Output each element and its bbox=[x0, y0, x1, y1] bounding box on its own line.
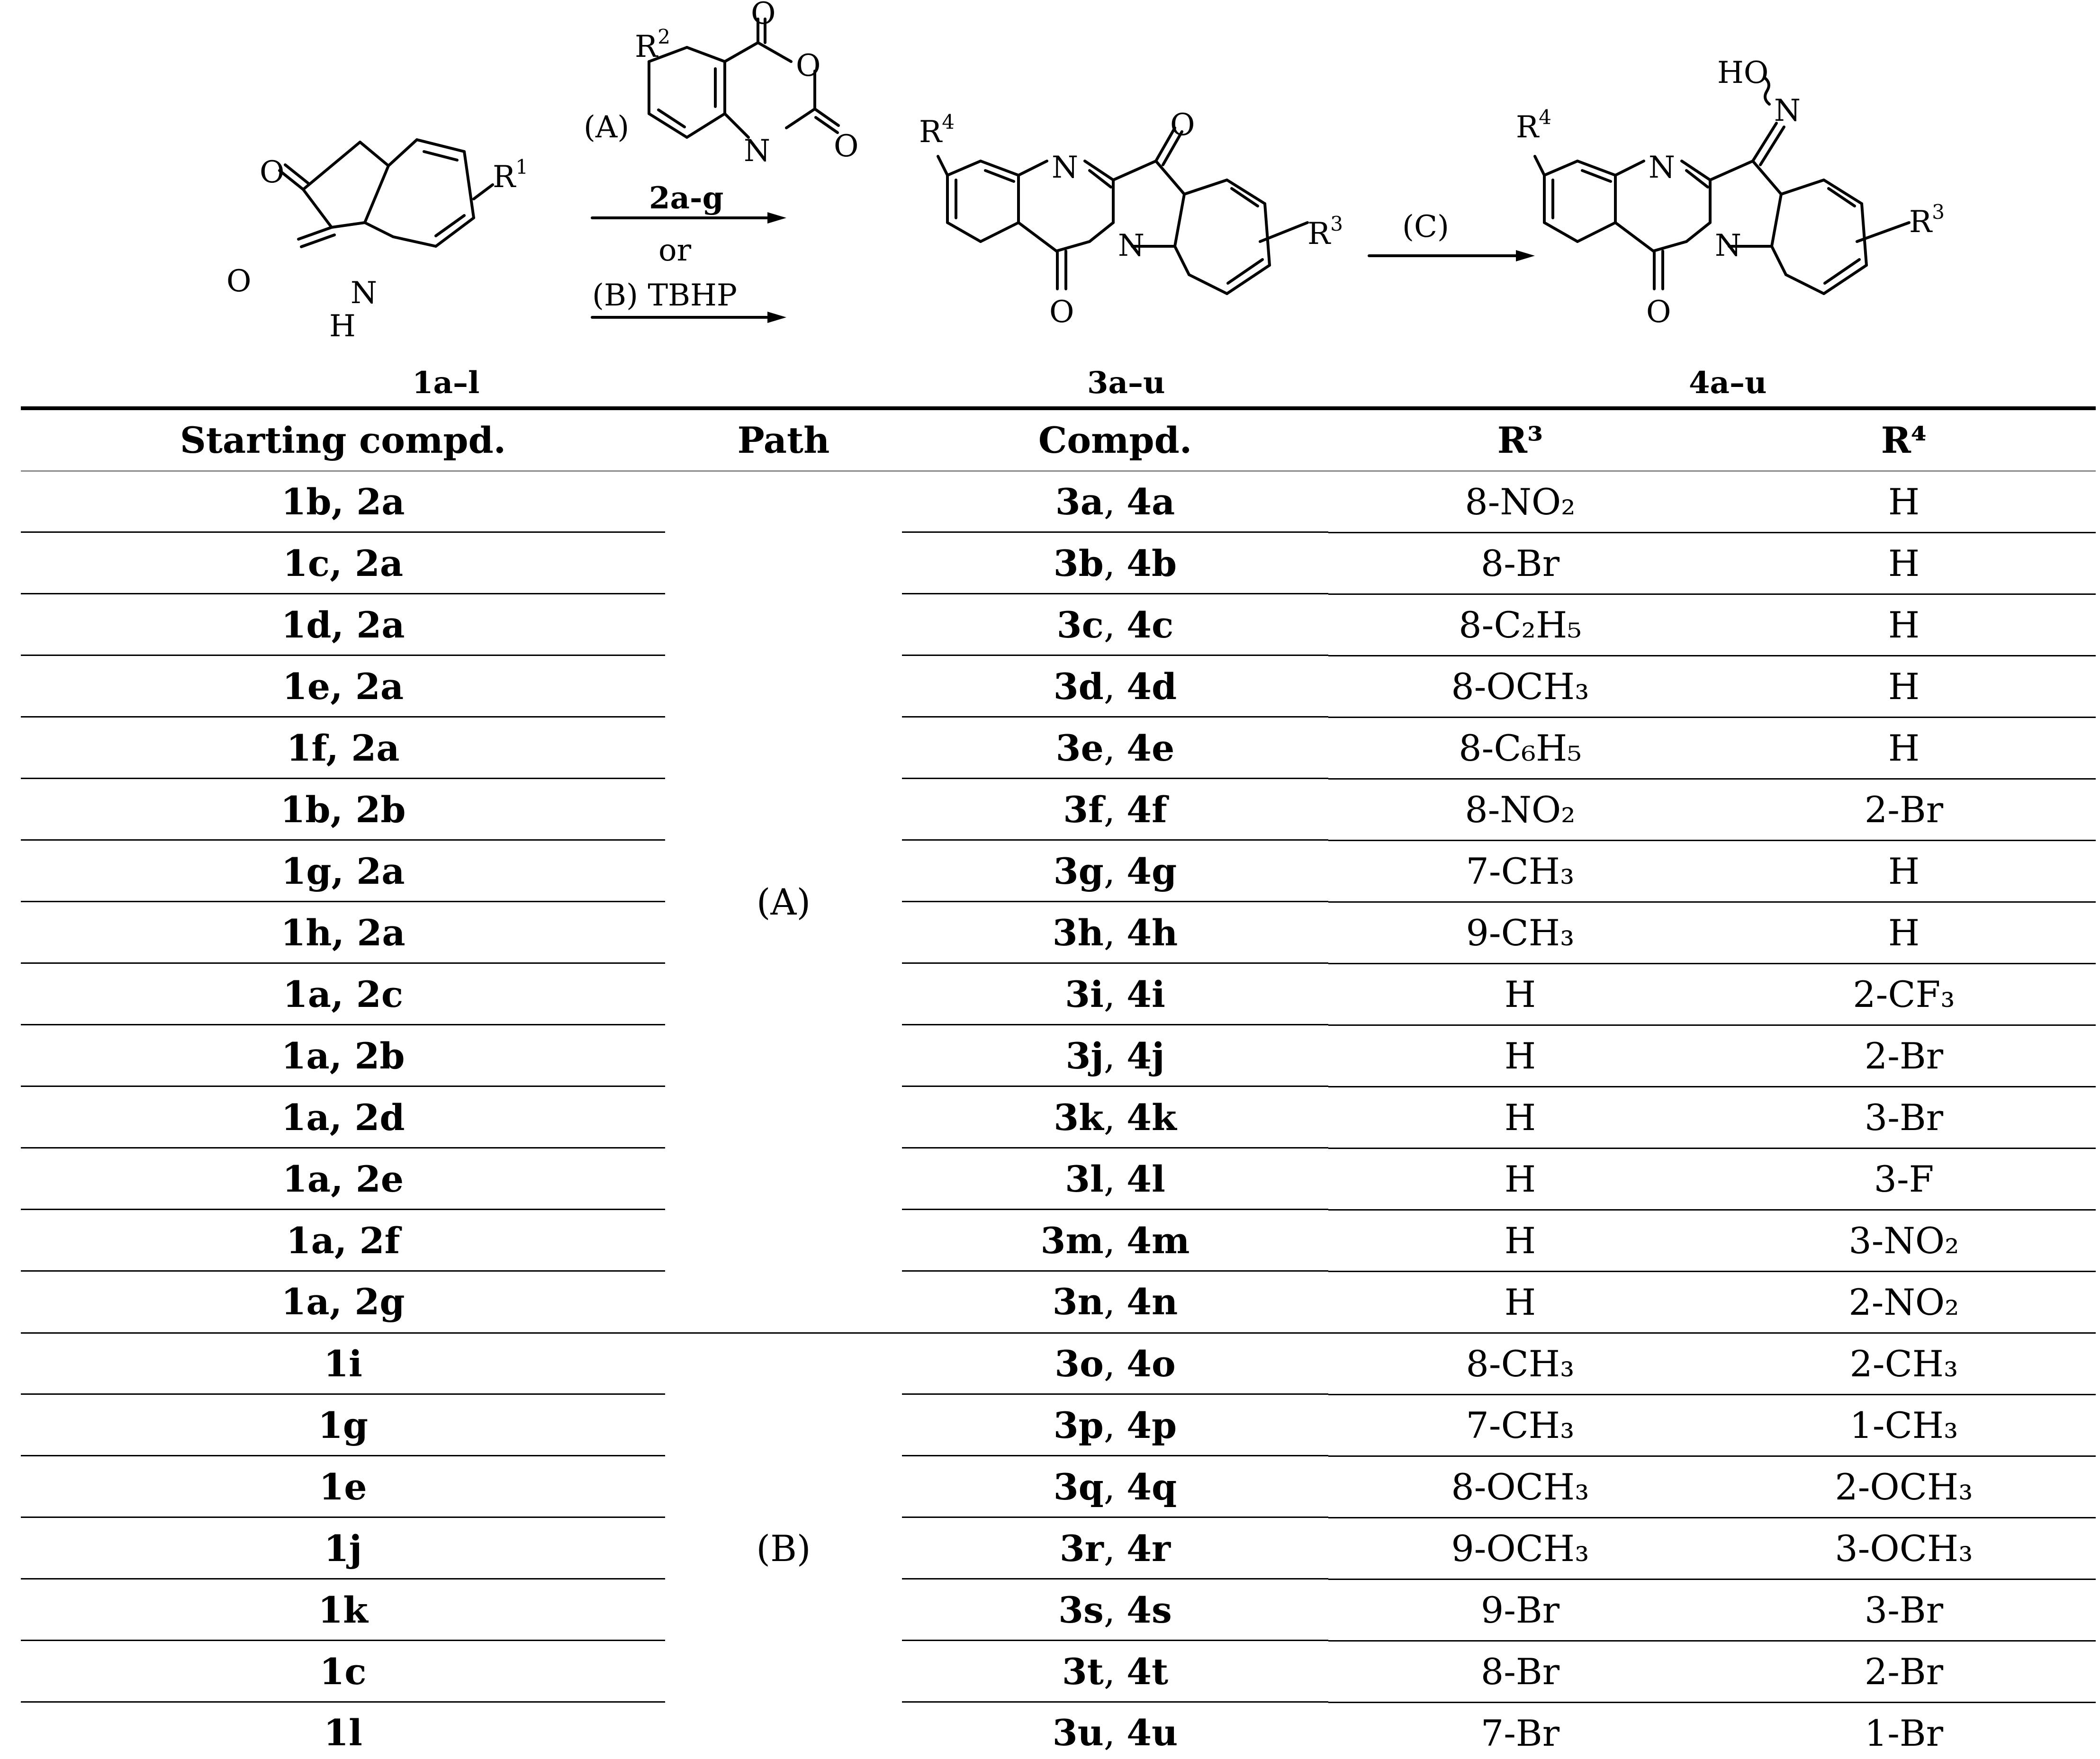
cell-compd bbox=[902, 656, 1328, 718]
compd-separator: , bbox=[1103, 1527, 1127, 1570]
cell-r3: 8-CH₃ bbox=[1328, 1333, 1712, 1395]
compd-3: 3f bbox=[1063, 788, 1104, 831]
compd-3: 3k bbox=[1054, 1096, 1104, 1139]
compd-separator: , bbox=[1103, 1034, 1127, 1077]
table-row bbox=[21, 779, 2096, 841]
oxime-oxygen: O bbox=[1646, 295, 1671, 330]
cell-compd bbox=[902, 1087, 1328, 1149]
cell-r3: 8-NO₂ bbox=[1328, 471, 1712, 533]
cell-r3: 8-C₆H₅ bbox=[1328, 718, 1712, 779]
cell-starting-compd: 1e bbox=[21, 1456, 665, 1518]
isatin-hydrogen: H bbox=[329, 309, 356, 344]
reaction-scheme bbox=[0, 0, 2100, 407]
compd-separator: , bbox=[1103, 1650, 1127, 1693]
cell-path: (B) bbox=[665, 1333, 902, 1759]
cell-compd bbox=[902, 1703, 1328, 1759]
cell-starting-compd: 1g bbox=[21, 1395, 665, 1456]
cell-r3: 9-CH₃ bbox=[1328, 902, 1712, 964]
table-row bbox=[21, 1518, 2096, 1580]
product-label: 4a–u bbox=[1689, 365, 1767, 401]
header-starting-compd: Starting compd. bbox=[21, 408, 665, 471]
table-row bbox=[21, 656, 2096, 718]
cell-starting-compd: 1a, 2b bbox=[21, 1025, 665, 1087]
compd-4: 4g bbox=[1127, 850, 1177, 892]
table-row bbox=[21, 1395, 2096, 1456]
cell-r4: 2-Br bbox=[1712, 1025, 2096, 1087]
cell-starting-compd: 1c bbox=[21, 1641, 665, 1703]
cell-starting-compd: 1f, 2a bbox=[21, 718, 665, 779]
cell-r4: 2-Br bbox=[1712, 1641, 2096, 1703]
tryptanthrin-oxygen-1: O bbox=[1170, 108, 1195, 143]
anhydride-nitrogen: N bbox=[744, 134, 770, 169]
compd-3: 3i bbox=[1065, 973, 1104, 1015]
oxime-nitrogen: N bbox=[1774, 93, 1801, 128]
oxime-r4: $R^4$ bbox=[1516, 106, 1551, 145]
tryptanthrin-structure bbox=[919, 108, 1343, 401]
compd-separator: , bbox=[1103, 788, 1127, 831]
compd-4: 4o bbox=[1127, 1343, 1176, 1385]
compd-3: 3e bbox=[1055, 727, 1104, 769]
cell-r3: H bbox=[1328, 1149, 1712, 1210]
anhydride-oxygen-top: O bbox=[751, 0, 776, 31]
table-row bbox=[21, 1149, 2096, 1210]
compd-3: 3p bbox=[1053, 1404, 1104, 1446]
cell-r4: 1-CH₃ bbox=[1712, 1395, 2096, 1456]
cell-compd bbox=[902, 1641, 1328, 1703]
compd-4: 4j bbox=[1127, 1034, 1165, 1077]
compd-4: 4a bbox=[1127, 481, 1175, 523]
compd-3: 3s bbox=[1058, 1588, 1104, 1631]
compd-3: 3q bbox=[1053, 1465, 1104, 1508]
cell-starting-compd: 1a, 2g bbox=[21, 1272, 665, 1333]
tryptanthrin-r3: $R^3$ bbox=[1307, 212, 1343, 251]
isatin-nitrogen: N bbox=[351, 276, 377, 311]
cell-compd bbox=[902, 902, 1328, 964]
anhydride-structure bbox=[635, 0, 858, 169]
header-compd: Compd. bbox=[902, 408, 1328, 471]
compd-4: 4e bbox=[1127, 727, 1175, 769]
compd-4: 4i bbox=[1127, 973, 1165, 1015]
cell-starting-compd: 1k bbox=[21, 1580, 665, 1641]
cell-compd bbox=[902, 471, 1328, 533]
cell-r3: 8-OCH₃ bbox=[1328, 656, 1712, 718]
intermediate-label: 3a–u bbox=[1087, 365, 1165, 401]
compd-4: 4h bbox=[1127, 911, 1178, 954]
compd-4: 4m bbox=[1127, 1219, 1190, 1262]
cell-r3: H bbox=[1328, 1025, 1712, 1087]
cell-starting-compd: 1d, 2a bbox=[21, 594, 665, 656]
path-a-label: (A) bbox=[584, 110, 630, 145]
compd-3: 3j bbox=[1065, 1034, 1104, 1077]
compd-4: 4c bbox=[1127, 603, 1174, 646]
cell-r4: H bbox=[1712, 594, 2096, 656]
compd-separator: , bbox=[1103, 850, 1127, 892]
tryptanthrin-nitrogen-2: N bbox=[1118, 228, 1145, 263]
cell-compd bbox=[902, 1149, 1328, 1210]
compd-separator: , bbox=[1103, 1711, 1127, 1754]
isatin-structure bbox=[226, 140, 528, 401]
compd-3: 3b bbox=[1053, 542, 1104, 584]
oxime-r3: $R^3$ bbox=[1909, 200, 1945, 240]
cell-r3: 8-NO₂ bbox=[1328, 779, 1712, 841]
table-row bbox=[21, 1025, 2096, 1087]
compd-separator: , bbox=[1103, 1343, 1127, 1385]
cell-r4: 3-OCH₃ bbox=[1712, 1518, 2096, 1580]
arrow-1-or: or bbox=[658, 233, 692, 268]
cell-r4: 2-CH₃ bbox=[1712, 1333, 2096, 1395]
compd-3: 3m bbox=[1040, 1219, 1104, 1262]
isatin-oxygen-1: O bbox=[260, 155, 285, 190]
cell-starting-compd: 1a, 2e bbox=[21, 1149, 665, 1210]
table-row bbox=[21, 533, 2096, 594]
cell-compd bbox=[902, 594, 1328, 656]
anhydride-oxygen-right: O bbox=[834, 129, 859, 164]
cell-compd bbox=[902, 1456, 1328, 1518]
cell-compd bbox=[902, 1272, 1328, 1333]
cell-compd bbox=[902, 779, 1328, 841]
cell-r4: 3-NO₂ bbox=[1712, 1210, 2096, 1272]
cell-starting-compd: 1b, 2a bbox=[21, 471, 665, 533]
cell-path: (A) bbox=[665, 471, 902, 1333]
compd-4: 4n bbox=[1127, 1280, 1178, 1323]
cell-starting-compd: 1a, 2c bbox=[21, 964, 665, 1025]
compd-4: 4b bbox=[1127, 542, 1177, 584]
reactant-label: 1a–l bbox=[412, 365, 480, 401]
compd-separator: , bbox=[1103, 1280, 1127, 1323]
cell-r4: 3-Br bbox=[1712, 1580, 2096, 1641]
compd-3: 3o bbox=[1055, 1343, 1104, 1385]
cell-r3: 7-CH₃ bbox=[1328, 1395, 1712, 1456]
cell-r3: H bbox=[1328, 1087, 1712, 1149]
isatin-oxygen-2: O bbox=[226, 264, 252, 299]
compd-4: 4d bbox=[1127, 665, 1177, 708]
compd-3: 3u bbox=[1052, 1711, 1104, 1754]
cell-r3: 8-C₂H₅ bbox=[1328, 594, 1712, 656]
anhydride-r2: $R^2$ bbox=[635, 25, 670, 64]
tryptanthrin-nitrogen-1: N bbox=[1052, 150, 1078, 185]
table-row bbox=[21, 718, 2096, 779]
header-r3: R³ bbox=[1328, 408, 1712, 471]
compd-separator: , bbox=[1103, 665, 1127, 708]
isatin-r1: $R^1$ bbox=[493, 155, 528, 195]
compd-separator: , bbox=[1103, 481, 1127, 523]
cell-starting-compd: 1e, 2a bbox=[21, 656, 665, 718]
oxime-ring-nitrogen-1: N bbox=[1649, 150, 1675, 185]
compd-3: 3a bbox=[1055, 481, 1104, 523]
table-row bbox=[21, 1210, 2096, 1272]
arrow-1-reagent: 2a-g bbox=[649, 180, 724, 216]
substituent-table bbox=[21, 406, 2096, 1759]
cell-compd bbox=[902, 1580, 1328, 1641]
compd-separator: , bbox=[1103, 1219, 1127, 1262]
compd-separator: , bbox=[1103, 542, 1127, 584]
cell-r4: H bbox=[1712, 718, 2096, 779]
compd-4: 4l bbox=[1127, 1158, 1165, 1200]
compd-4: 4k bbox=[1127, 1096, 1177, 1139]
cell-r3: 9-OCH₃ bbox=[1328, 1518, 1712, 1580]
table-row bbox=[21, 471, 2096, 533]
arrow-2 bbox=[1369, 209, 1535, 261]
cell-compd bbox=[902, 1025, 1328, 1087]
compd-3: 3d bbox=[1053, 665, 1104, 708]
compd-4: 4u bbox=[1127, 1711, 1178, 1754]
table-row bbox=[21, 594, 2096, 656]
cell-starting-compd: 1c, 2a bbox=[21, 533, 665, 594]
compd-separator: , bbox=[1103, 911, 1127, 954]
table-row bbox=[21, 841, 2096, 902]
path-c-label: (C) bbox=[1402, 209, 1449, 244]
cell-starting-compd: 1i bbox=[21, 1333, 665, 1395]
compd-3: 3l bbox=[1065, 1158, 1104, 1200]
table-header-row bbox=[21, 408, 2096, 471]
cell-r4: 1-Br bbox=[1712, 1703, 2096, 1759]
table-row bbox=[21, 1641, 2096, 1703]
compd-separator: , bbox=[1103, 727, 1127, 769]
compd-3: 3r bbox=[1059, 1527, 1104, 1570]
cell-r3: 8-OCH₃ bbox=[1328, 1456, 1712, 1518]
compd-separator: , bbox=[1103, 1588, 1127, 1631]
compd-3: 3t bbox=[1062, 1650, 1104, 1693]
compd-3: 3c bbox=[1056, 603, 1104, 646]
oxime-hydroxyl: HO bbox=[1717, 55, 1769, 90]
tryptanthrin-r4: $R^4$ bbox=[919, 110, 955, 150]
compd-3: 3g bbox=[1053, 850, 1104, 892]
compd-4: 4r bbox=[1127, 1527, 1171, 1570]
compd-separator: , bbox=[1103, 973, 1127, 1015]
cell-r3: 7-Br bbox=[1328, 1703, 1712, 1759]
cell-compd bbox=[902, 533, 1328, 594]
cell-r4: 3-Br bbox=[1712, 1087, 2096, 1149]
cell-r4: 3-F bbox=[1712, 1149, 2096, 1210]
cell-r4: H bbox=[1712, 656, 2096, 718]
cell-starting-compd: 1j bbox=[21, 1518, 665, 1580]
tryptanthrin-oxygen-2: O bbox=[1049, 295, 1074, 330]
cell-r4: H bbox=[1712, 902, 2096, 964]
cell-r4: 2-NO₂ bbox=[1712, 1272, 2096, 1333]
cell-compd bbox=[902, 964, 1328, 1025]
cell-r4: 2-Br bbox=[1712, 779, 2096, 841]
cell-r3: 8-Br bbox=[1328, 1641, 1712, 1703]
compd-separator: , bbox=[1103, 1465, 1127, 1508]
cell-compd bbox=[902, 841, 1328, 902]
header-path: Path bbox=[665, 408, 902, 471]
compd-4: 4q bbox=[1127, 1465, 1177, 1508]
compd-3: 3n bbox=[1052, 1280, 1104, 1323]
anhydride-oxygen-ring: O bbox=[796, 48, 821, 83]
compd-separator: , bbox=[1103, 1096, 1127, 1139]
oxime-structure bbox=[1516, 55, 1945, 401]
cell-starting-compd: 1b, 2b bbox=[21, 779, 665, 841]
oxime-ring-nitrogen-2: N bbox=[1715, 228, 1741, 263]
compd-4: 4t bbox=[1127, 1650, 1169, 1693]
compd-4: 4f bbox=[1127, 788, 1167, 831]
cell-r3: 8-Br bbox=[1328, 533, 1712, 594]
cell-r4: H bbox=[1712, 533, 2096, 594]
compd-3: 3h bbox=[1052, 911, 1104, 954]
cell-r4: 2-CF₃ bbox=[1712, 964, 2096, 1025]
cell-starting-compd: 1h, 2a bbox=[21, 902, 665, 964]
cell-starting-compd: 1a, 2d bbox=[21, 1087, 665, 1149]
compd-4: 4s bbox=[1127, 1588, 1172, 1631]
cell-starting-compd: 1g, 2a bbox=[21, 841, 665, 902]
cell-r3: 9-Br bbox=[1328, 1580, 1712, 1641]
table-row bbox=[21, 1580, 2096, 1641]
path-b-label: (B) TBHP bbox=[592, 278, 737, 313]
compd-4: 4p bbox=[1127, 1404, 1177, 1446]
cell-r3: H bbox=[1328, 964, 1712, 1025]
table-row bbox=[21, 1456, 2096, 1518]
compd-separator: , bbox=[1103, 1404, 1127, 1446]
cell-starting-compd: 1l bbox=[21, 1703, 665, 1759]
cell-compd bbox=[902, 1395, 1328, 1456]
table-row bbox=[21, 1272, 2096, 1333]
table-row bbox=[21, 1087, 2096, 1149]
cell-r4: H bbox=[1712, 471, 2096, 533]
table-row bbox=[21, 1333, 2096, 1395]
table bbox=[21, 406, 2096, 1759]
cell-starting-compd: 1a, 2f bbox=[21, 1210, 665, 1272]
table-row bbox=[21, 964, 2096, 1025]
cell-r3: H bbox=[1328, 1210, 1712, 1272]
header-r4: R⁴ bbox=[1712, 408, 2096, 471]
cell-r4: 2-OCH₃ bbox=[1712, 1456, 2096, 1518]
table-row bbox=[21, 1703, 2096, 1759]
cell-compd bbox=[902, 1333, 1328, 1395]
cell-compd bbox=[902, 1518, 1328, 1580]
cell-compd bbox=[902, 718, 1328, 779]
compd-separator: , bbox=[1103, 1158, 1127, 1200]
cell-r3: 7-CH₃ bbox=[1328, 841, 1712, 902]
compd-separator: , bbox=[1103, 603, 1127, 646]
table-row bbox=[21, 902, 2096, 964]
cell-compd bbox=[902, 1210, 1328, 1272]
cell-r4: H bbox=[1712, 841, 2096, 902]
table-body bbox=[21, 471, 2096, 1759]
cell-r3: H bbox=[1328, 1272, 1712, 1333]
